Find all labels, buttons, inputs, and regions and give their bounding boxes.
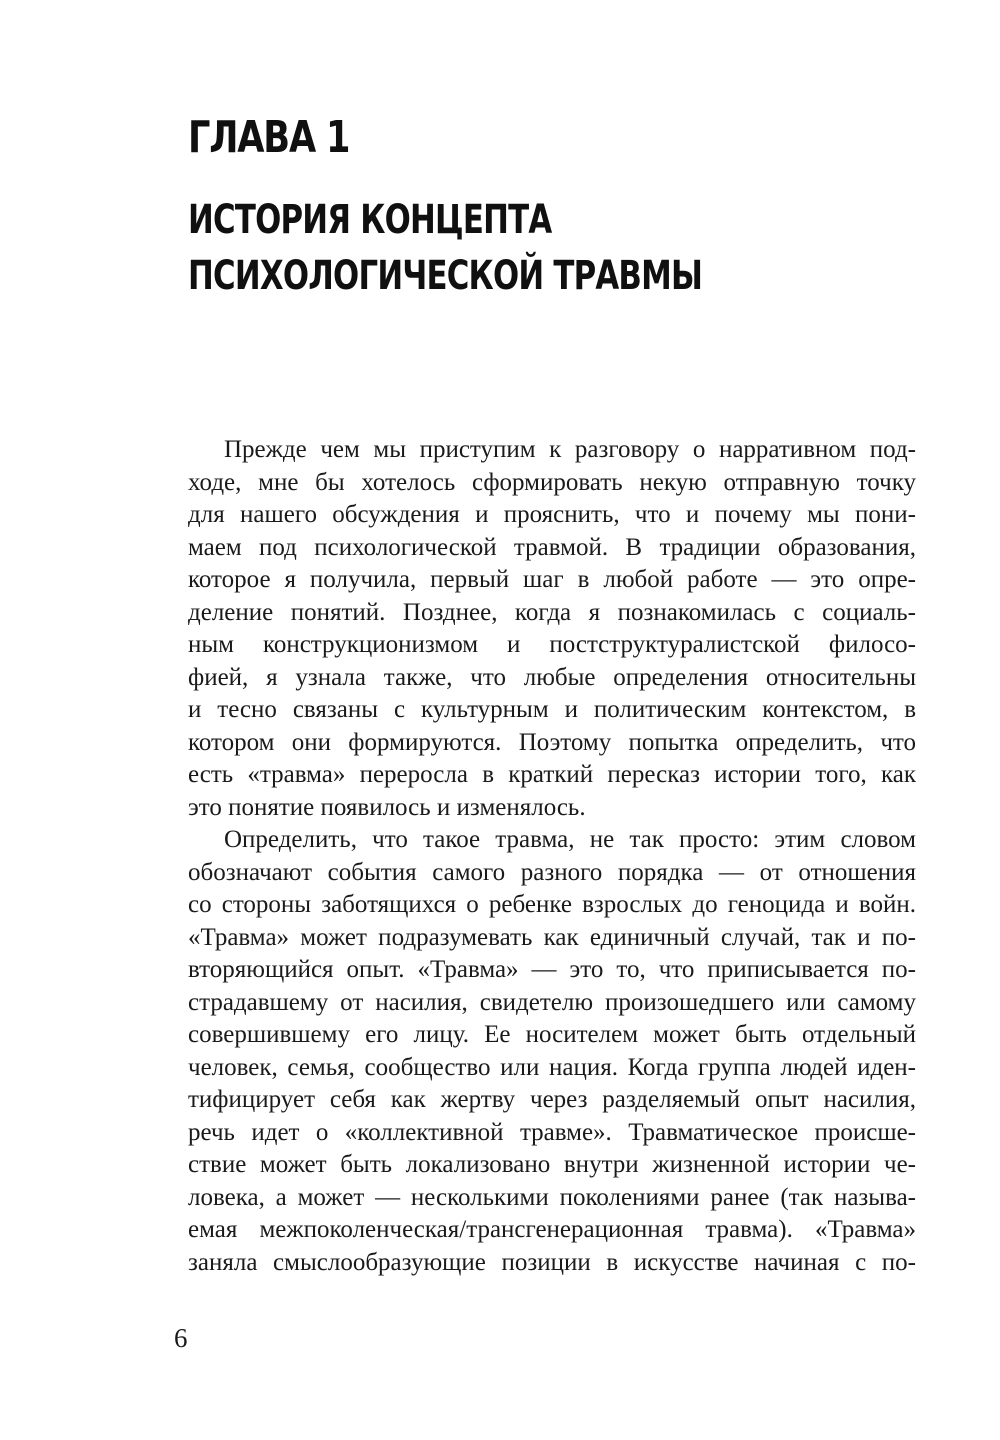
- text-line: емая межпоколенческая/трансгенерационная травма). «Травма»: [188, 1216, 916, 1243]
- chapter-title-line: ПСИХОЛОГИЧЕСКОЙ ТРАВМЫ: [188, 253, 703, 299]
- text-line: это понятие появилось и изменялось.: [188, 793, 586, 821]
- text-line: ловека, а может — несколькими поколениями ранее (так называ-: [188, 1183, 916, 1211]
- text-line: тифицирует себя как жертву через разделяемый опыт насилия,: [188, 1086, 916, 1113]
- text-line: страдавшему от насилия, свидетелю произошедшего или самому: [188, 988, 916, 1016]
- page-number: 6: [174, 1323, 188, 1353]
- text-line: и тесно связаны с культурным и политическим контекстом, в: [188, 696, 916, 723]
- paragraph-1: [188, 434, 916, 824]
- text-line: вторяющийся опыт. «Травма» — это то, что приписывается по-: [188, 956, 916, 983]
- body-text: [188, 434, 916, 1279]
- text-line: которое я получила, первый шаг в любой работе — это опре-: [188, 566, 916, 593]
- text-line: «Травма» может подразумевать как единичный случай, так и по-: [188, 923, 916, 951]
- text-line: совершившему его лицу. Ее носителем может быть отдельный: [188, 1021, 916, 1048]
- text-line: деление понятий. Позднее, когда я познакомилась с социаль-: [188, 598, 916, 626]
- text-line: ствие может быть локализовано внутри жизненной истории че-: [188, 1151, 916, 1178]
- text-line: Определить, что такое травма, не так просто: этим словом: [224, 826, 916, 853]
- chapter-title-line: ИСТОРИЯ КОНЦЕПТА: [188, 197, 552, 243]
- text-line: речь идет о «коллективной травме». Травматическое происше-: [188, 1118, 916, 1146]
- text-line: для нашего обсуждения и прояснить, что и почему мы пони-: [188, 501, 916, 528]
- chapter-number: ГЛАВА 1: [188, 112, 350, 163]
- text-line: маем под психологической травмой. В традиции образования,: [188, 533, 916, 561]
- text-line: со стороны заботящихся о ребенке взрослых до геноцида и войн.: [188, 891, 916, 918]
- text-line: ходе, мне бы хотелось сформировать некую отправную точку: [188, 468, 916, 496]
- text-line: обозначают события самого разного порядка — от отношения: [188, 858, 916, 886]
- chapter-title: [188, 192, 702, 304]
- text-line: ным конструкционизмом и постструктуралистской филосо-: [188, 631, 916, 658]
- text-line: Прежде чем мы приступим к разговору о нарративном под-: [224, 436, 916, 463]
- text-line: фией, я узнала также, что любые определения относительны: [188, 663, 916, 691]
- text-line: котором они формируются. Поэтому попытка определить, что: [188, 728, 916, 756]
- text-line: есть «травма» переросла в краткий пересказ истории того, как: [188, 761, 916, 788]
- text-line: человек, семья, сообщество или нация. Когда группа людей иден-: [188, 1053, 916, 1081]
- paragraph-2: [188, 824, 916, 1279]
- text-line: заняла смыслообразующие позиции в искусстве начиная с по-: [188, 1248, 916, 1276]
